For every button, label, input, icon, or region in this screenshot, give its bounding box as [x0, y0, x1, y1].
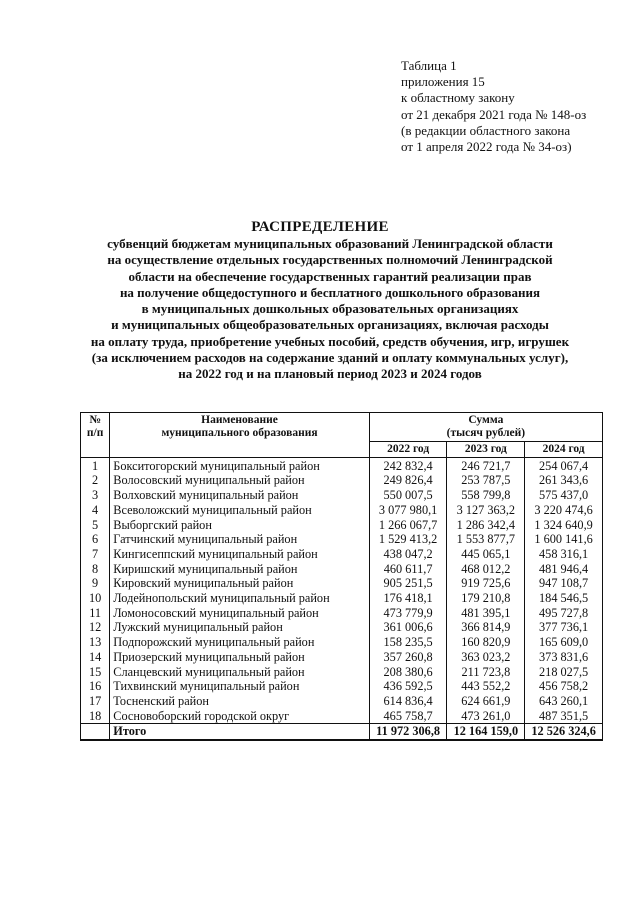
row-number: 12: [81, 620, 110, 635]
amount-cell: 575 437,0: [525, 488, 603, 503]
header-line: приложения 15: [401, 74, 485, 90]
amount-cell: 1 553 877,7: [447, 532, 525, 547]
municipality-name: Сосновоборский городской округ: [110, 709, 369, 724]
amount-cell: 458 316,1: [525, 547, 603, 562]
table-row: [81, 576, 603, 591]
total-amount: 11 972 306,8: [369, 724, 447, 740]
amount-cell: 1 600 141,6: [525, 532, 603, 547]
amount-cell: 3 220 474,6: [525, 503, 603, 518]
header-sum-text: Сумма (тысяч рублей): [446, 414, 526, 439]
amount-cell: 363 023,2: [447, 650, 525, 665]
subtitle-line: области на обеспечение государственных гарантий реализации прав: [128, 268, 532, 284]
municipality-name: Тихвинский муниципальный район: [110, 679, 369, 694]
amount-cell: 218 027,5: [525, 665, 603, 680]
header-line: от 21 декабря 2021 года № 148-оз: [401, 106, 587, 122]
row-number: 6: [81, 532, 110, 547]
amount-cell: 246 721,7: [447, 457, 525, 473]
table-row: [81, 591, 603, 606]
header-year: 2024 год: [525, 442, 603, 458]
distribution-table: [80, 412, 603, 741]
municipality-name: Волосовский муниципальный район: [110, 473, 369, 488]
amount-cell: 160 820,9: [447, 635, 525, 650]
amount-cell: 473 261,0: [447, 709, 525, 724]
total-empty-cell: [81, 724, 110, 740]
amount-cell: 487 351,5: [525, 709, 603, 724]
amount-cell: 614 836,4: [369, 694, 447, 709]
header-number: [81, 413, 110, 458]
row-number: 2: [81, 473, 110, 488]
amount-cell: 465 758,7: [369, 709, 447, 724]
amount-cell: 481 946,4: [525, 562, 603, 577]
amount-cell: 1 286 342,4: [447, 518, 525, 533]
municipality-name: Подпорожский муниципальный район: [110, 635, 369, 650]
amount-cell: 473 779,9: [369, 606, 447, 621]
municipality-name: Лодейнопольский муниципальный район: [110, 591, 369, 606]
table-row: [81, 503, 603, 518]
amount-cell: 253 787,5: [447, 473, 525, 488]
row-number: 9: [81, 576, 110, 591]
amount-cell: 643 260,1: [525, 694, 603, 709]
subtitle-line: и муниципальных общеобразовательных организациях, включая расходы: [111, 317, 549, 333]
amount-cell: 905 251,5: [369, 576, 447, 591]
municipality-name: Киришский муниципальный район: [110, 562, 369, 577]
amount-cell: 947 108,7: [525, 576, 603, 591]
subtitle-line: на получение общедоступного и бесплатного дошкольного образования: [119, 284, 541, 300]
amount-cell: 211 723,8: [447, 665, 525, 680]
subtitle-line: на 2022 год и на плановый период 2023 и 2024 годов: [178, 366, 482, 382]
amount-cell: 373 831,6: [525, 650, 603, 665]
table-row: [81, 620, 603, 635]
amount-cell: 481 395,1: [447, 606, 525, 621]
amount-cell: 242 832,4: [369, 457, 447, 473]
municipality-name: Сланцевский муниципальный район: [110, 665, 369, 680]
table-body: [81, 457, 603, 740]
amount-cell: 165 609,0: [525, 635, 603, 650]
subtitle-line: в муниципальных дошкольных образовательных организациях: [141, 301, 519, 317]
table-row: [81, 473, 603, 488]
table-row: [81, 457, 603, 473]
row-number: 8: [81, 562, 110, 577]
table-row: [81, 709, 603, 724]
row-number: 18: [81, 709, 110, 724]
municipality-name: Всеволожский муниципальный район: [110, 503, 369, 518]
row-number: 4: [81, 503, 110, 518]
subtitle-line: на осуществление отдельных государственных полномочий Ленинградской: [107, 252, 553, 268]
row-number: 17: [81, 694, 110, 709]
table-row: [81, 606, 603, 621]
municipality-name: Кировский муниципальный район: [110, 576, 369, 591]
amount-cell: 3 077 980,1: [369, 503, 447, 518]
header-sum: [369, 413, 602, 442]
total-amount: 12 526 324,6: [525, 724, 603, 740]
amount-cell: 550 007,5: [369, 488, 447, 503]
row-number: 11: [81, 606, 110, 621]
total-row: [81, 724, 603, 740]
municipality-name: Кингисеппский муниципальный район: [110, 547, 369, 562]
municipality-name: Тосненский район: [110, 694, 369, 709]
amount-cell: 1 529 413,2: [369, 532, 447, 547]
municipality-name: Бокситогорский муниципальный район: [110, 457, 369, 473]
header-line: к областному закону: [401, 90, 515, 106]
subtitle-line: субвенций бюджетам муниципальных образований Ленинградской области: [107, 236, 553, 251]
amount-cell: 366 814,9: [447, 620, 525, 635]
table-row: [81, 488, 603, 503]
header-line: Таблица 1: [401, 58, 457, 73]
row-number: 16: [81, 679, 110, 694]
total-label: Итого: [110, 724, 369, 740]
header-number-text: № п/п: [86, 414, 104, 439]
header-line: (в редакции областного закона: [401, 122, 571, 138]
row-number: 5: [81, 518, 110, 533]
municipality-name: Волховский муниципальный район: [110, 488, 369, 503]
subtitle-line: (за исключением расходов на содержание зданий и оплату коммунальных услуг),: [91, 350, 569, 366]
document-title: РАСПРЕДЕЛЕНИЕ: [251, 219, 389, 235]
municipality-name: Лужский муниципальный район: [110, 620, 369, 635]
amount-cell: 1 324 640,9: [525, 518, 603, 533]
header-name-text: Наименование муниципального образования: [161, 414, 318, 439]
amount-cell: 624 661,9: [447, 694, 525, 709]
header-year: 2023 год: [447, 442, 525, 458]
municipality-name: Гатчинский муниципальный район: [110, 532, 369, 547]
amount-cell: 495 727,8: [525, 606, 603, 621]
amount-cell: 208 380,6: [369, 665, 447, 680]
amount-cell: 1 266 067,7: [369, 518, 447, 533]
municipality-name: Ломоносовский муниципальный район: [110, 606, 369, 621]
header-year: 2022 год: [369, 442, 447, 458]
table-row: [81, 665, 603, 680]
municipality-name: Приозерский муниципальный район: [110, 650, 369, 665]
table-row: [81, 518, 603, 533]
amount-cell: 254 067,4: [525, 457, 603, 473]
row-number: 3: [81, 488, 110, 503]
amount-cell: 179 210,8: [447, 591, 525, 606]
table-row: [81, 635, 603, 650]
row-number: 14: [81, 650, 110, 665]
amount-cell: 377 736,1: [525, 620, 603, 635]
row-number: 13: [81, 635, 110, 650]
row-number: 1: [81, 457, 110, 473]
row-number: 7: [81, 547, 110, 562]
amount-cell: 443 552,2: [447, 679, 525, 694]
amount-cell: 468 012,2: [447, 562, 525, 577]
document-header: [401, 58, 626, 155]
amount-cell: 436 592,5: [369, 679, 447, 694]
amount-cell: 249 826,4: [369, 473, 447, 488]
header-line: от 1 апреля 2022 года № 34-оз): [401, 139, 572, 155]
amount-cell: 176 418,1: [369, 591, 447, 606]
amount-cell: 158 235,5: [369, 635, 447, 650]
table-row: [81, 679, 603, 694]
subtitle-line: на оплату труда, приобретение учебных пособий, средств обучения, игр, игрушек: [90, 333, 570, 349]
amount-cell: 445 065,1: [447, 547, 525, 562]
table-row: [81, 547, 603, 562]
row-number: 10: [81, 591, 110, 606]
municipality-name: Выборгский район: [110, 518, 369, 533]
table-row: [81, 532, 603, 547]
table-row: [81, 562, 603, 577]
amount-cell: 357 260,8: [369, 650, 447, 665]
amount-cell: 3 127 363,2: [447, 503, 525, 518]
amount-cell: 361 006,6: [369, 620, 447, 635]
total-amount: 12 164 159,0: [447, 724, 525, 740]
amount-cell: 184 546,5: [525, 591, 603, 606]
amount-cell: 460 611,7: [369, 562, 447, 577]
row-number: 15: [81, 665, 110, 680]
document-subtitle: [40, 236, 620, 383]
table-row: [81, 650, 603, 665]
amount-cell: 456 758,2: [525, 679, 603, 694]
header-name: [110, 413, 369, 458]
amount-cell: 558 799,8: [447, 488, 525, 503]
amount-cell: 438 047,2: [369, 547, 447, 562]
amount-cell: 919 725,6: [447, 576, 525, 591]
table-row: [81, 694, 603, 709]
amount-cell: 261 343,6: [525, 473, 603, 488]
